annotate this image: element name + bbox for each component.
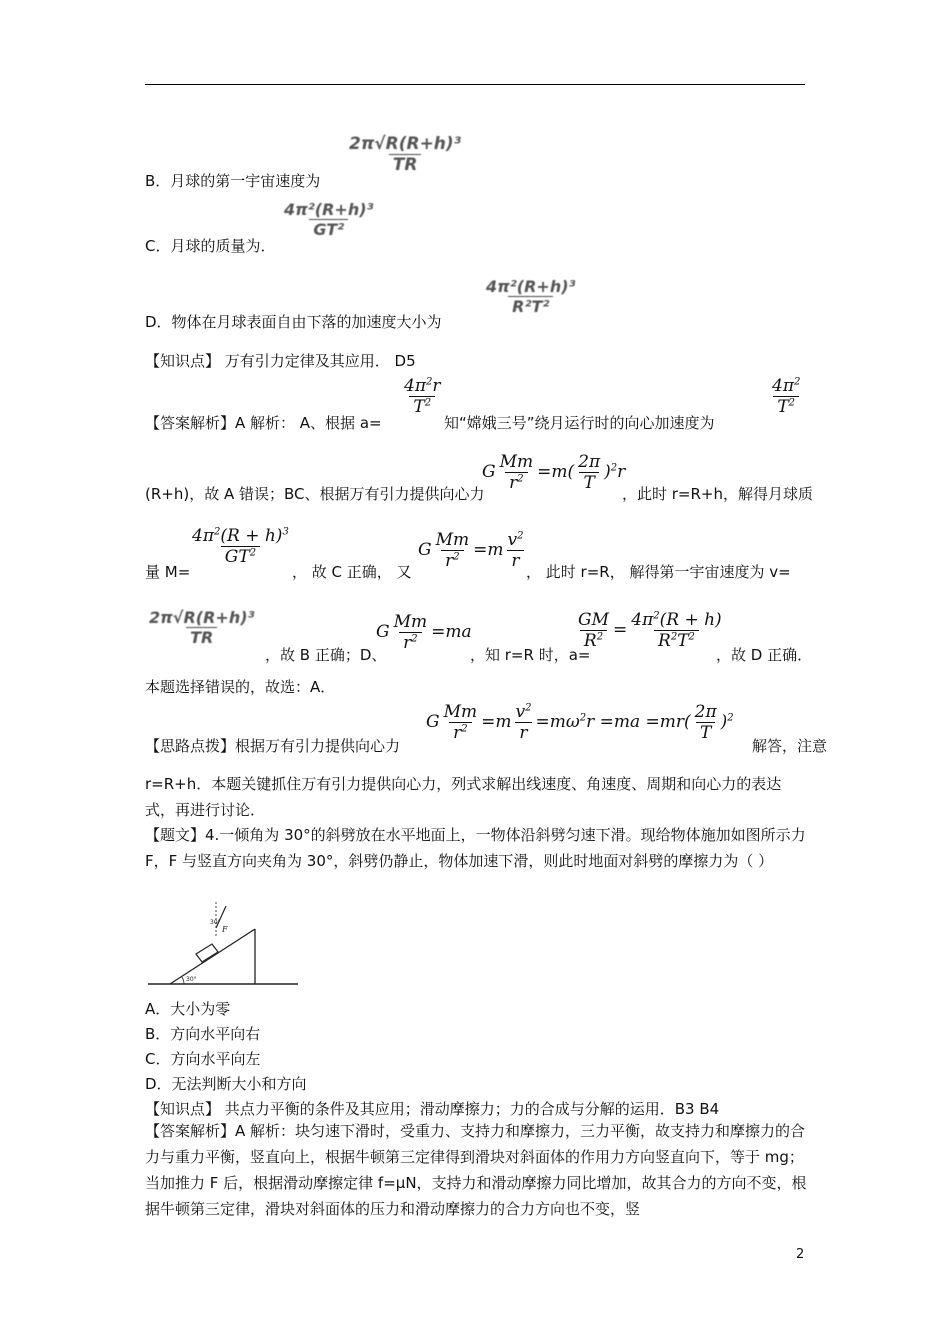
eq-accel-result: $\frac{GM}{R^2}$ = $\frac{4\pi^2(R + h)}{R^2T^2}$ [578, 610, 722, 651]
question-4: 【题文】4.一倾角为 30°的斜劈放在水平地面上，一物体沿斜劈匀速下滑。现给物体施加如图所示力 F，F 与竖直方向夹角为 30°，斜劈仍静止，物体加速下滑，则此时地面对斜劈的摩擦力为（ ） [145, 826, 806, 870]
eq-a-formula: $\frac{4\pi^2r}{T^2}$ [404, 376, 441, 417]
analysis-4: 【答案解析】A 解析：块匀速下滑时，受重力、支持力和摩擦力，三力平衡，故支持力和摩擦力的合力与重力平衡，竖直向上，根据牛顿第三定律得到滑块对斜面体的作用力方向竖直向下，等于 mg；当加推力 F 后，根据滑动摩擦定律 f=μN，支持力和滑动摩擦力同比增加，故其合力的方向不变，根据牛顿第三定律，滑块对斜面体的压力和滑动摩擦力的合力方向也不变，竖 [145, 1122, 807, 1218]
analysis1-line2-b: ，此时 r=R+h，解得月球质 [622, 485, 814, 503]
choice-a: A．大小为零 [145, 1000, 231, 1018]
eq-accel-formula: $\frac{4\pi^2}{T^2}$ [772, 376, 801, 417]
choice-b: B．方向水平向右 [145, 1025, 261, 1043]
analysis1-line5: 本题选择错误的，故选：A． [145, 678, 336, 696]
page-number: 2 [796, 1247, 805, 1262]
eq-gravity-centripetal: G $\frac{Mm}{r^2}$ =m( $\frac{2\pi}{T}$ )$^2$r [482, 452, 626, 493]
eq-velocity-image: $\frac{\text{2π√R(R+h)³}}{TR}$ [149, 608, 255, 647]
tips1-line1-a: 【思路点拨】根据万有引力提供向心力 [145, 737, 401, 755]
choice-d: D．无法判断大小和方向 [145, 1075, 307, 1093]
analysis1-line3-c: ， 此时 r=R， 解得第一宇宙速度为 v= [526, 563, 791, 581]
force-label: F [222, 925, 228, 934]
analysis1-line3-a: 量 M= [145, 563, 191, 581]
analysis1-line4-b: ，知 r=R 时，a= [470, 646, 591, 664]
tips1-paragraph: r=R+h．本题关键抓住万有引力提供向心力，列式求解出线速度、角速度、周期和向心力的表达式，再进行讨论． [145, 775, 782, 819]
eq-gravity-accel: G $\frac{Mm}{r^2}$ =ma [376, 612, 472, 653]
angle-label: 30° [186, 976, 197, 983]
option-c: C．月球的质量为． [145, 237, 276, 255]
eq-first-cosmic: G $\frac{Mm}{r^2}$ =m $\frac{v^2}{r}$ [418, 530, 524, 571]
choice-c: C．方向水平向左 [145, 1050, 261, 1068]
option-b-formula: $\frac{\text{2π√R(R+h)³}}{TR}$ [349, 134, 462, 175]
option-d-formula: $\frac{\text{4π²(R+h)³}}{\text{R²T²}}$ [486, 277, 576, 316]
top-angle-label: 30° [210, 919, 221, 926]
analysis1-line1-a: 【答案解析】A 解析： A、根据 a= [145, 414, 382, 432]
knowledge-point-1: 【知识点】 万有引力定律及其应用． D5 [145, 352, 416, 370]
eq-tips-full: G $\frac{Mm}{r^2}$ =m $\frac{v^2}{r}$ $=m\omega^2r =ma =mr$( $\frac{2\pi}{T}$ )$^2$ [426, 702, 734, 743]
option-b: B．月球的第一宇宙速度为 [145, 172, 321, 190]
eq-mass: $\frac{4\pi^2(R + h)^3}{GT^2}$ [192, 526, 289, 567]
analysis1-line4-c: ，故 D 正确． [716, 646, 813, 664]
option-d: D．物体在月球表面自由下落的加速度大小为 [145, 313, 442, 331]
analysis1-line1-b: 知“嫦娥三号”绕月运行时的向心加速度为 [444, 414, 715, 432]
tips1-line1-b: 解答，注意 [752, 737, 828, 755]
incline-figure [140, 896, 305, 991]
option-c-formula: $\frac{\text{4π²(R+h)³}}{\text{GT²}}$ [284, 200, 374, 239]
knowledge-point-4: 【知识点】 共点力平衡的条件及其应用；滑动摩擦力；力的合成与分解的运用．B3 B4 [145, 1100, 720, 1118]
analysis1-line3-b: ， 故 C 正确， 又 [292, 563, 412, 581]
analysis1-line4-a: ，故 B 正确；D、 [265, 646, 387, 664]
analysis1-line2-a: (R+h)，故 A 错误；BC、根据万有引力提供向心力 [145, 485, 485, 503]
header-rule [145, 84, 805, 85]
